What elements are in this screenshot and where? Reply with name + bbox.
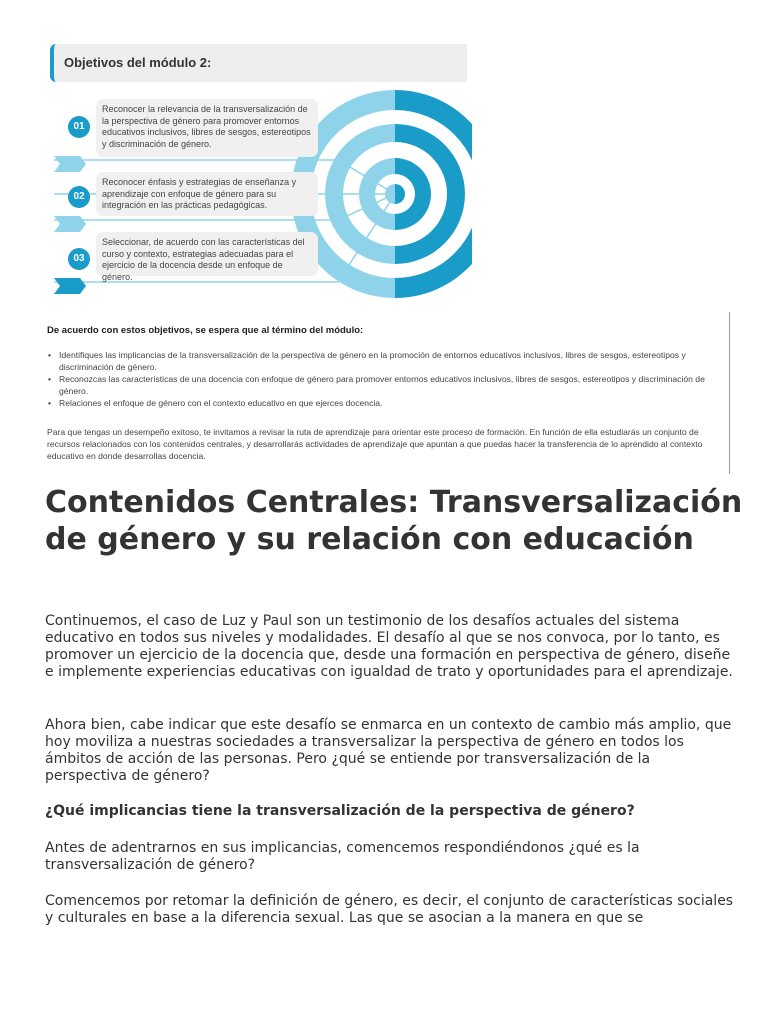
list-item: • Identifiques las implicancias de la transversalización de la perspectiva de género en la promoción de entornos educativos inclusivos, libres de sesgos, estereotipos y discriminación de género. — [47, 349, 719, 373]
objective-2-text: Reconocer énfasis y estrategias de enseñanza y aprendizaje con enfoque de género para su integración en las prácticas pedagógicas. — [96, 172, 318, 216]
objective-number-2: 02 — [68, 186, 90, 208]
module-objectives-header — [50, 44, 467, 82]
expectations-title: De acuerdo con estos objetivos, se espera que al término del módulo: — [47, 325, 364, 336]
list-item: • Relaciones el enfoque de género con el contexto educativo en que ejerces docencia. — [47, 397, 719, 409]
objectives-infographic — [52, 90, 472, 300]
paragraph: Antes de adentrarnos en sus implicancias, comencemos respondiéndonos ¿qué es la transversalización de género? — [45, 840, 640, 873]
paragraph: Comencemos por retomar la definición de género, es decir, el conjunto de características sociales y culturales en base a la diferencia sexual. Las que se asocian a la manera en que se — [45, 893, 734, 926]
expectations-list — [47, 349, 719, 409]
divider — [729, 312, 730, 474]
arrow-tail-icon — [54, 278, 86, 294]
module-objectives-title: Objetivos del módulo 2: — [64, 55, 212, 70]
arrow-tail-icon — [54, 216, 86, 232]
paragraph: Ahora bien, cabe indicar que este desafío se enmarca en un contexto de cambio más amplio, que hoy moviliza a nuestras sociedades a transversalizar la perspectiva de género en todos los ámbitos de acción de las personas. Pero ¿qué se entiende por transversalización de la perspectiva de género? — [45, 717, 732, 784]
objective-number-3: 03 — [68, 248, 90, 270]
expectations-paragraph: Para que tengas un desempeño exitoso, te invitamos a revisar la ruta de aprendizaje para orientar este proceso de formación. En función de ella estudiarás un conjunto de recursos relacionados con los contenidos centrales, y desarrollarás actividades de aprendizaje que apuntan a que puedas hacer la transferencia de lo aprendido al contexto educativo en donde desarrollas docencia. — [47, 427, 703, 461]
paragraph: Continuemos, el caso de Luz y Paul son un testimonio de los desafíos actuales del sistema educativo en todos sus niveles y modalidades. El desafío al que se nos convoca, por lo tanto, es promover un ejercicio de la docencia que, desde una formación en perspectiva de género, diseñe e implemente experiencias educativas con igualdad de trato y oportunidades para el aprendizaje. — [45, 613, 733, 680]
objective-3-text: Seleccionar, de acuerdo con las características del curso y contexto, estrategias adecuadas para el ejercicio de la docencia desde un enfoque de género. — [96, 232, 318, 276]
page-title: Contenidos Centrales: Transversalización de género y su relación con educación — [45, 485, 743, 557]
list-item: • Reconozcas las características de una docencia con enfoque de género para promover entornos educativos inclusivos, libres de sesgos, estereotipos y discriminación de género. — [47, 373, 719, 397]
objective-number-1: 01 — [68, 116, 90, 138]
arrow-tail-icon — [54, 156, 86, 172]
objective-1-text: Reconocer la relevancia de la transversalización de la perspectiva de género para promover entornos educativos inclusivos, libres de sesgos, estereotipos y discriminación de género. — [96, 99, 318, 157]
section-question: ¿Qué implicancias tiene la transversalización de la perspectiva de género? — [45, 803, 635, 819]
